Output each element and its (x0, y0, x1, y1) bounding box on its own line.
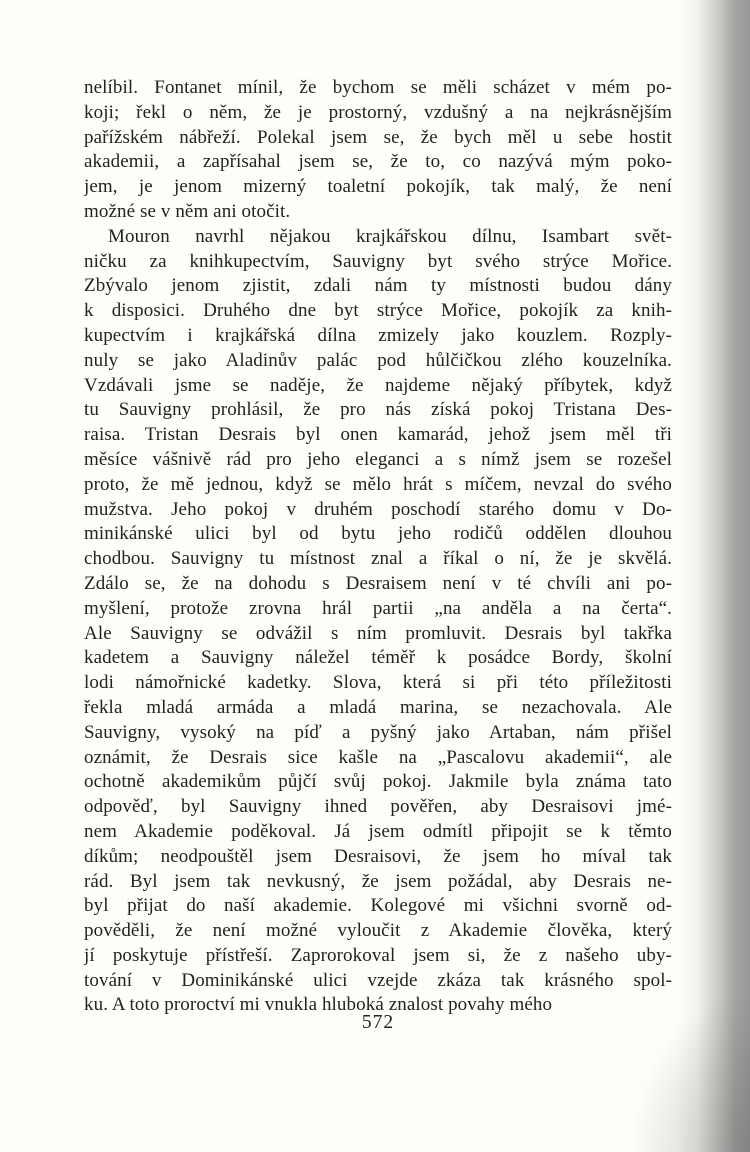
text-line: ničku za knihkupectvím, Sauvigny byt svého strýce Mořice. (84, 250, 672, 272)
text-line: řekla mladá armáda a mladá marina, se nezachovala. Ale (84, 696, 672, 718)
text-line: mužstva. Jeho pokoj v druhém poschodí starého domu v Do- (84, 498, 672, 520)
paragraph (84, 76, 672, 225)
text-line: nuly se jako Aladinův palác pod hůlčičkou zlého kouzelníka. (84, 349, 672, 371)
text-line: možné se v něm ani otočit. (84, 200, 291, 222)
text-line: odpověď, byl Sauvigny ihned pověřen, aby Desraisovi jmé- (84, 796, 672, 818)
text-line: nelíbil. Fontanet mínil, že bychom se měli scházet v mém po- (84, 77, 672, 98)
text-line: lodi námořnické kadetky. Slova, která si při této příležitosti (84, 672, 672, 694)
text-line: Sauvigny, vysoký na píď a pyšný jako Artaban, nám přišel (84, 721, 672, 743)
text-line: myšlení, protože zrovna hrál partii „na anděla a na čerta“. (84, 597, 672, 619)
text-line: díkům; neodpouštěl jsem Desraisovi, že jsem ho míval tak (84, 845, 672, 867)
paragraph (84, 225, 672, 1019)
text-line: pověděli, že není možné vyloučit z Akademie člověka, který (84, 920, 672, 942)
text-line: raisa. Tristan Desrais byl onen kamarád, jehož jsem měl tři (84, 424, 672, 446)
text-line: byl přijat do naší akademie. Kolegové mi všichni svorně od- (84, 895, 672, 917)
text-line: ochotně akademikům půjčí svůj pokoj. Jakmile byla známa tato (84, 771, 672, 793)
text-line: koji; řekl o něm, že je prostorný, vzdušný a na nejkrásnějším (84, 101, 672, 123)
scan-shadow-right (676, 0, 750, 1152)
text-line: ku. A toto proroctví mi vnukla hluboká znalost povahy mého (84, 994, 553, 1016)
text-line: minikánské ulici byl od bytu jeho rodičů oddělen dlouhou (84, 523, 672, 545)
text-line: měsíce vášnivě rád pro jeho eleganci a s nímž jsem se rozešel (84, 448, 672, 470)
text-line: Zbývalo jenom zjistit, zdali nám ty místnosti budou dány (84, 275, 672, 297)
text-line: Ale Sauvigny se odvážil s ním promluvit. Desrais byl takřka (84, 622, 672, 644)
text-line: nem Akademie poděkoval. Já jsem odmítl připojit se k těmto (84, 820, 672, 842)
text-line: Mouron navrhl nějakou krajkářskou dílnu, Isambart svět- (108, 225, 672, 247)
text-line: k disposici. Druhého dne byt strýce Mořice, pokojík za knih- (84, 300, 672, 322)
text-line: proto, že mě jednou, když se mělo hrát s míčem, nevzal do svého (84, 473, 672, 495)
text-block (84, 76, 672, 1018)
text-line: oznámit, že Desrais sice kašle na „Pascalovu akademii“, ale (84, 746, 672, 768)
text-line: jí poskytuje přístřeší. Zaprorokoval jsem si, že z našeho uby- (84, 944, 672, 966)
text-line: rád. Byl jsem tak nevkusný, že jsem požádal, aby Desrais ne- (84, 870, 672, 892)
text-line: kadetem a Sauvigny náležel téměř k posádce Bordy, školní (84, 647, 672, 669)
text-line: Vzdávali jsme se naděje, že najdeme nějaký příbytek, když (84, 374, 672, 396)
text-line: chodbou. Sauvigny tu místnost znal a říkal o ní, že je skvělá. (84, 548, 672, 570)
text-line: jem, je jenom mizerný toaletní pokojík, tak malý, že není (84, 176, 672, 198)
text-line: Zdálo se, že na dohodu s Desraisem není v té chvíli ani po- (84, 572, 672, 594)
text-line: tování v Dominikánské ulici vzejde zkáza tak krásného spol- (84, 969, 672, 991)
text-line: tu Sauvigny prohlásil, že pro nás získá pokoj Tristana Des- (84, 399, 672, 421)
text-line: pařížském nábřeží. Polekal jsem se, že bych měl u sebe hostit (84, 126, 672, 148)
page-number: 572 (361, 1012, 395, 1033)
text-line: kupectvím i krajkářská dílna zmizely jako kouzlem. Rozply- (84, 324, 672, 346)
text-line: akademii, a zapřísahal jsem se, že to, co nazývá mým poko- (84, 151, 672, 173)
